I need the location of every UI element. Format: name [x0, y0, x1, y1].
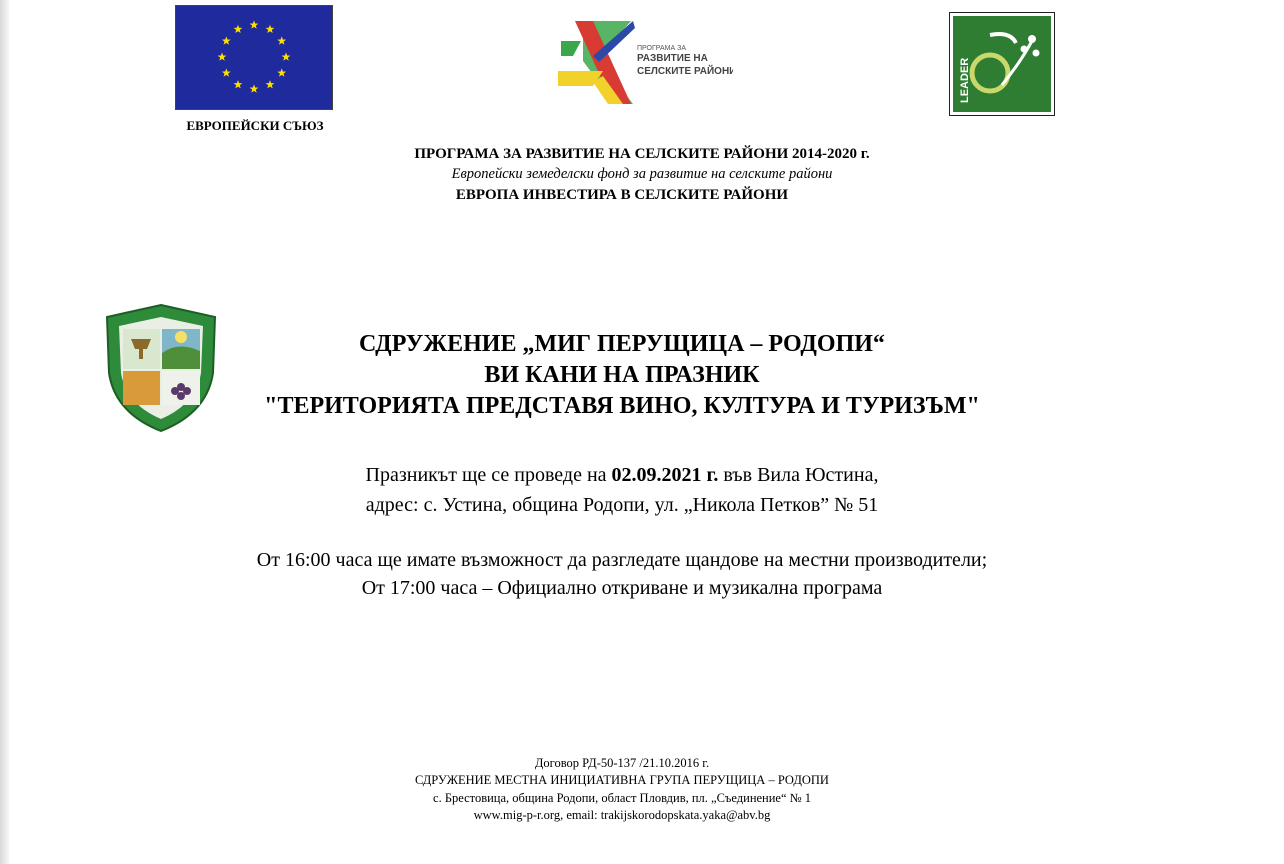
- eu-star-icon: [250, 20, 259, 28]
- event-date: 02.09.2021 г.: [611, 464, 719, 486]
- leader-logo-text: LEADER: [959, 57, 971, 103]
- eu-star-icon: [277, 68, 286, 76]
- invitation-organizer: СДРУЖЕНИЕ „МИГ ПЕРУЩИЦА – РОДОПИ“: [359, 331, 885, 357]
- footer-contacts: www.mig-p-r.org, email: trakijskorodopskata.yaka@abv.bg: [473, 808, 771, 822]
- schedule-item-1: От 16:00 часа ще имате възможност да разгледате щандове на местни производители;: [256, 549, 988, 571]
- prd-logo-line3: СЕЛСКИТЕ РАЙОНИ: [637, 66, 733, 77]
- rural-development-programme-logo: [553, 16, 733, 106]
- event-date-line: [222, 464, 1022, 487]
- event-date-suffix: във Вила Юстина,: [718, 464, 879, 486]
- program-subtitle: Европейски земеделски фонд за развитие на селските райони: [451, 166, 833, 182]
- prd-logo-line1: ПРОГРАМА ЗА: [637, 45, 686, 52]
- event-address: адрес: с. Устина, община Родопи, ул. „Никола Петков” № 51: [365, 494, 879, 516]
- invitation-call: ВИ КАНИ НА ПРАЗНИК: [484, 362, 760, 388]
- eu-star-icon: [218, 52, 227, 60]
- eu-star-icon: [282, 52, 291, 60]
- lag-shield-emblem: [103, 303, 219, 433]
- eu-star-icon: [266, 25, 275, 33]
- eu-star-icon: [234, 25, 243, 33]
- program-title: ПРОГРАМА ЗА РАЗВИТИЕ НА СЕЛСКИТЕ РАЙОНИ 2014-2020 г.: [414, 146, 870, 162]
- eu-star-icon: [277, 36, 286, 44]
- program-slogan: ЕВРОПА ИНВЕСТИРА В СЕЛСКИТЕ РАЙОНИ: [455, 187, 789, 203]
- schedule-item-2: От 17:00 часа – Официално откриване и музикална програма: [361, 577, 883, 599]
- footer-contract: Договор РД-50-137 /21.10.2016 г.: [534, 756, 710, 770]
- eu-star-icon: [222, 36, 231, 44]
- eu-star-icon: [234, 80, 243, 88]
- leader-logo: [949, 12, 1055, 116]
- prd-logo-line2: РАЗВИТИЕ НА: [637, 53, 708, 64]
- footer-address: с. Брестовица, община Родопи, област Пловдив, пл. „Съединение“ № 1: [433, 791, 811, 805]
- eu-flag-logo: [175, 5, 333, 110]
- page-shadow-edge: [0, 0, 9, 864]
- footer-organization: СДРУЖЕНИЕ МЕСТНА ИНИЦИАТИВНА ГРУПА ПЕРУЩИЦА – РОДОПИ: [415, 773, 829, 787]
- eu-star-icon: [222, 68, 231, 76]
- eu-caption: ЕВРОПЕЙСКИ СЪЮЗ: [186, 118, 324, 133]
- event-title: "ТЕРИТОРИЯТА ПРЕДСТАВЯ ВИНО, КУЛТУРА И ТУРИЗЪМ": [264, 393, 980, 419]
- event-date-prefix: Празникът ще се проведе на: [365, 464, 612, 486]
- eu-star-icon: [250, 84, 259, 92]
- eu-star-icon: [266, 80, 275, 88]
